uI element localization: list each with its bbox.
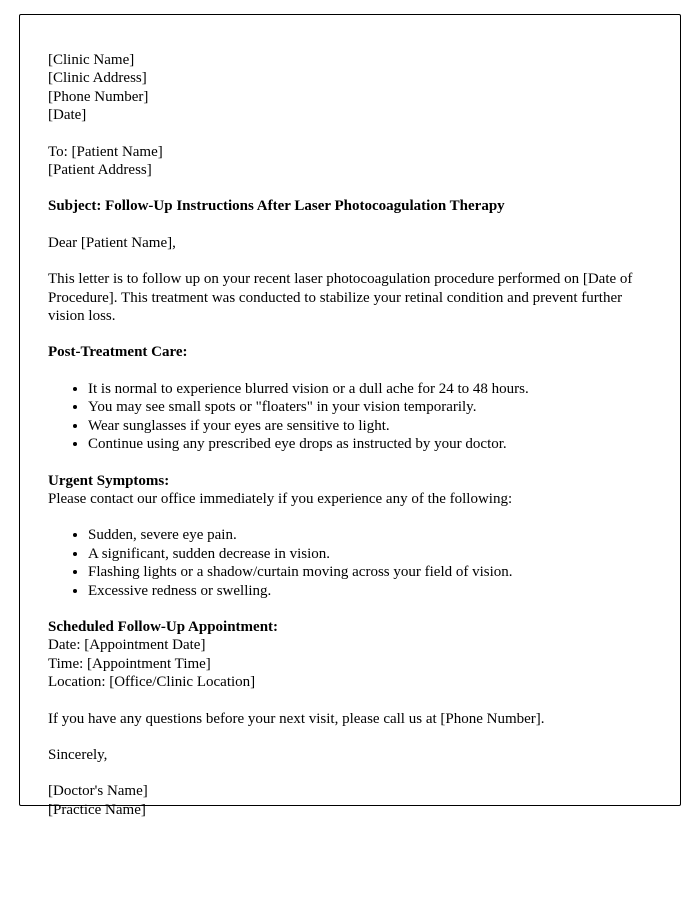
closing-paragraph: If you have any questions before your next visit, please call us at [Phone Number]. [48,710,545,727]
phone-number-line: [Phone Number] [48,88,149,105]
urgent-list-item: • A significant, sudden decrease in vision. [88,545,652,563]
date-line: [Date] [48,107,87,124]
doctor-name-line: [Doctor's Name] [48,783,148,800]
urgent-heading: Urgent Symptoms: [48,472,170,489]
care-list [48,380,652,454]
care-list-item: • You may see small spots or "floaters" in your vision temporarily. [88,398,652,416]
signature-block [48,782,652,819]
recipient-address-line: [Patient Address] [48,162,152,179]
salutation: Dear [Patient Name], [48,234,176,251]
urgent-intro: Please contact our office immediately if you experience any of the following: [48,490,513,507]
care-list-item: • Wear sunglasses if your eyes are sensitive to light. [88,417,652,435]
care-heading: Post-Treatment Care: [48,344,188,361]
appointment-block [48,618,652,692]
clinic-name-line: [Clinic Name] [48,52,135,68]
clinic-address-line: [Clinic Address] [48,70,147,87]
urgent-list-item: • Excessive redness or swelling. [88,582,652,600]
care-list-item: • Continue using any prescribed eye drops as instructed by your doctor. [88,435,652,453]
urgent-list [48,526,652,600]
sign-off: Sincerely, [48,746,108,763]
appointment-time-line: Time: [Appointment Time] [48,655,211,672]
urgent-list-item: • Sudden, severe eye pain. [88,526,652,544]
intro-paragraph: This letter is to follow up on your recent laser photocoagulation procedure performed on [Date of Procedure]. This treatment was conducted to stabilize your retinal condition and prevent further vision loss. [48,271,633,325]
urgent-block [48,472,652,509]
subject-line: Subject: Follow-Up Instructions After Laser Photocoagulation Therapy [48,198,505,215]
appointment-date-line: Date: [Appointment Date] [48,637,206,654]
recipient-block [48,143,652,180]
care-list-item: • It is normal to experience blurred vision or a dull ache for 24 to 48 hours. [88,380,652,398]
letterhead [48,51,652,125]
letter-page [19,14,681,818]
appointment-location-line: Location: [Office/Clinic Location] [48,674,256,691]
practice-name-line: [Practice Name] [48,801,146,818]
urgent-list-item: • Flashing lights or a shadow/curtain moving across your field of vision. [88,563,652,581]
recipient-name-line: To: [Patient Name] [48,143,163,160]
appointment-heading: Scheduled Follow-Up Appointment: [48,618,279,635]
